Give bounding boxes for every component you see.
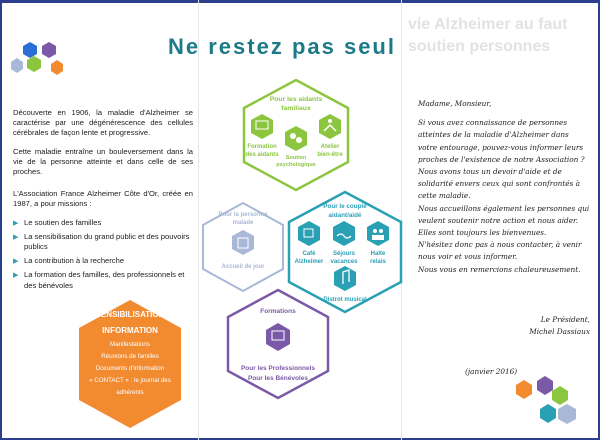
sejours-label-1: Séjours [332, 251, 356, 257]
decorative-hex-logo-top [11, 42, 63, 75]
list-item: Réunions de familles [101, 353, 159, 360]
hex-personne-malade [203, 203, 283, 291]
halte-label-2: relais [370, 259, 386, 265]
formation-label-2: des aidants [245, 152, 279, 158]
letter-paragraph-2: Nous avons tous un devoir d'aide et de solidarité envers ceux qui sont confrontés à cette maladie. [418, 167, 581, 201]
page-title: Ne restez pas seul [168, 34, 396, 59]
letter-salutation: Madame, Monsieur, [418, 99, 492, 108]
list-item: ▶ La sensibilisation du grand public et des pouvoirs publics [13, 231, 190, 252]
cafe-label-1: Café [302, 251, 316, 257]
list-item: « CONTACT » : le journal des adhérents [89, 377, 171, 396]
hex-malade-title-2: malade [232, 220, 254, 226]
list-item: Manifestations [110, 341, 150, 348]
intro-paragraph-1: Découverte en 1906, la maladie d'Alzheimer se caractérise par une dégénérescence des cellules cérébrales de façon lente et progressive. [13, 108, 193, 138]
hex-couple [289, 192, 401, 312]
soutien-label-2: psychologique [276, 162, 316, 168]
bullet-triangle-icon: ▶ [13, 272, 19, 280]
accueil-label: Accueil de jour [221, 264, 265, 270]
letter-column [418, 98, 590, 276]
sensibilisation-box [80, 307, 180, 399]
formations-pro-label: Pour les Professionnels [240, 365, 316, 372]
halte-label-1: Halte [370, 251, 386, 257]
bullet-triangle-icon: ▶ [13, 233, 19, 241]
letter-paragraph-1: Si vous avez connaissance de personnes atteintes de la maladie d'Alzheimer dans votre entourage, pouvez-vous informer leurs proches de l'existence de notre Association ? [418, 118, 585, 164]
sejours-label-2: vacances [330, 259, 358, 265]
letter-paragraph-3: Nous accueillons également les personnes qui veulent soutenir notre action et nous aider. Elles sont toujours les bienvenues. [418, 203, 590, 238]
show-through-text: vie Alzheimer au faut soutien personnes [408, 16, 568, 55]
missions-list [13, 218, 193, 291]
hex-malade-title-1: Pour la personne [218, 212, 268, 218]
list-item: ▶ Le soutien des familles [13, 218, 193, 228]
bullet-triangle-icon: ▶ [13, 219, 19, 227]
signature-title: Le Président, [540, 315, 590, 324]
hex-aidants-title-2: familiaux [281, 105, 311, 112]
hex-formations-title: Formations [260, 308, 296, 315]
hex-aidants-familiaux [244, 80, 348, 190]
hex-formations [228, 290, 328, 398]
information-heading: INFORMATION [102, 326, 158, 335]
hex-aidants-title-1: Pour les aidants [269, 96, 323, 103]
bullet-triangle-icon: ▶ [13, 258, 19, 266]
letter-paragraph-5: Nous vous en remercions chaleureusement. [418, 264, 581, 274]
letter-paragraph-4: N'hésitez donc pas à nous contacter, à venir nous voir et vous informer. [418, 240, 582, 262]
letter-date: (janvier 2016) [465, 367, 518, 376]
formations-ben-label: Pour les Bénévoles [248, 375, 308, 382]
list-item: Documents d'information [95, 365, 165, 372]
hex-couple-title-1: Pour le couple [323, 203, 367, 210]
sensibilisation-heading: SENSIBILISATION [95, 310, 165, 319]
decorative-hex-logo-bottom [516, 376, 576, 424]
intro-paragraph-2: Cette maladie entraîne un bouleversement dans la vie de la personne atteinte et dans celle de ses proches. [13, 146, 193, 177]
soutien-label-1: Soutien [285, 155, 307, 161]
cafe-label-2: Alzheimer [294, 259, 324, 265]
list-item: ▶ La contribution à la recherche [13, 256, 193, 266]
left-column [13, 108, 193, 295]
signature-name: Michel Dassiaux [529, 327, 590, 336]
atelier-label-2: bien-être [317, 152, 343, 158]
association-paragraph: L'Association France Alzheimer Côte d'Or, créée en 1987, a pour missions : [13, 189, 193, 209]
letter-signature [500, 314, 590, 338]
formation-label-1: Formation [247, 144, 277, 150]
list-item: ▶ La formation des familles, des professionnels et des bénévoles [13, 270, 185, 290]
hex-couple-title-2: aidant/aidé [328, 212, 362, 219]
atelier-label-1: Atelier [320, 144, 340, 150]
distrot-label: Distrot musical [323, 297, 367, 303]
